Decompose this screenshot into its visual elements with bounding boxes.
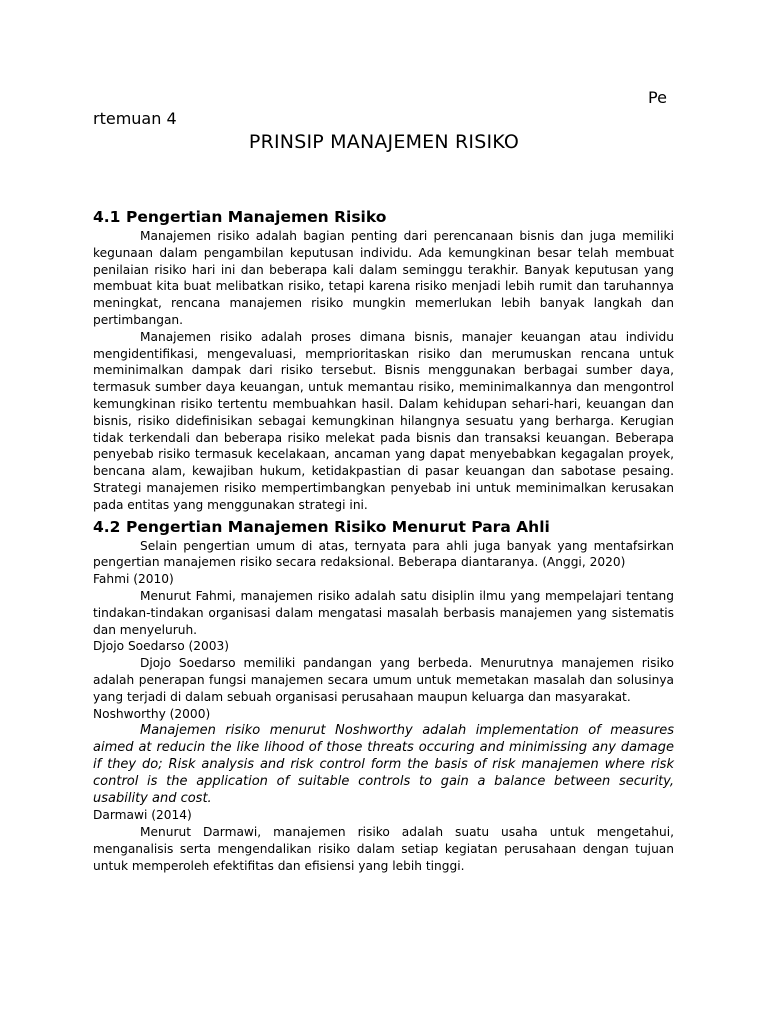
section-number: 4.2 xyxy=(93,517,121,536)
expert-text-italic: Manajemen risiko menurut Noshworthy adalah implementation of measures aimed at reducin the like lihood of those threats occuring and minimissing any damage if they do; Risk analysis and risk control form the basis of risk manajemen where risk control is the application of suitable controls to gain a balance between security, usability and cost. xyxy=(93,723,674,807)
header-fragment-pe: Pe xyxy=(648,88,667,107)
paragraph: Manajemen risiko adalah bagian penting dari perencanaan bisnis dan juga memiliki kegunaan dalam pengambilan keputusan individu. Ada kemungkinan besar telah membuat penilaian risiko hari ini dan beberapa kali dalam seminggu terakhir. Banyak keputusan yang membuat kita buat melibatkan risiko, tetapi karena risiko menjadi lebih rumit dan taruhannya meningkat, rencana manajemen risiko mungkin memerlukan lebih banyak langkah dan pertimbangan. xyxy=(93,229,674,327)
expert-source: Noshworthy (2000) xyxy=(93,706,211,721)
section-heading-4-2 xyxy=(93,516,674,538)
expert-source: Fahmi (2010) xyxy=(93,572,174,587)
expert-text: Menurut Fahmi, manajemen risiko adalah satu disiplin ilmu yang mempelajari tentang tindakan-tindakan organisasi dalam mengatasi masalah berbasis manajemen yang sistematis dan menyeluruh. xyxy=(93,588,674,637)
section-number: 4.1 xyxy=(93,208,121,226)
meeting-label: rtemuan 4 xyxy=(93,109,177,128)
expert-text: Djojo Soedarso memiliki pandangan yang berbeda. Menurutnya manajemen risiko adalah penerapan fungsi manajemen secara umum untuk memetakan masalah dan solusinya yang terjadi di dalam sebuah organisasi perusahaan maupun keluarga dan masyarakat. xyxy=(93,656,674,704)
expert-source: Darmawi (2014) xyxy=(93,808,192,823)
paragraph: Selain pengertian umum di atas, ternyata para ahli juga banyak yang mentafsirkan pengertian manajemen risiko secara redaksional. Beberapa diantaranya. (Anggi, 2020) xyxy=(93,538,674,570)
page-title: PRINSIP MANAJEMEN RISIKO xyxy=(248,131,520,153)
expert-text: Menurut Darmawi, manajemen risiko adalah suatu usaha untuk mengetahui, menganalisis serta mengendalikan risiko dalam setiap kegiatan perusahaan dengan tujuan untuk memperoleh efektifitas dan efisiensi yang lebih tinggi. xyxy=(93,825,674,873)
section-title: Pengertian Manajemen Risiko Menurut Para Ahli xyxy=(126,517,550,536)
section-heading-4-1 xyxy=(93,206,674,228)
document-body xyxy=(93,206,674,875)
expert-source: Djojo Soedarso (2003) xyxy=(93,639,230,654)
section-title: Pengertian Manajemen Risiko xyxy=(126,208,387,226)
paragraph: Manajemen risiko adalah proses dimana bisnis, manajer keuangan atau individu mengidentifikasi, mengevaluasi, memprioritaskan risiko dan merumuskan rencana untuk meminimalkan dampak dari risiko tersebut. Bisnis menggunakan berbagai sumber daya, termasuk sumber daya keuangan, untuk memantau risiko, meminimalkannya dan mengontrol kemungkinan risiko tertentu membuahkan hasil. Dalam kehidupan sehari-hari, keuangan dan bisnis, risiko didefinisikan sebagai kemungkinan hilangnya sesuatu yang berharga. Kerugian tidak terkendali dan beberapa risiko melekat pada bisnis dan transaksi keuangan. Beberapa penyebab risiko termasuk kecelakaan, ancaman yang dapat menyebabkan kegagalan proyek, bencana alam, kewajiban hukum, ketidakpastian di pasar keuangan dan sabotase pesaing. Strategi manajemen risiko mempertimbangkan penyebab ini untuk meminimalkan kerusakan pada entitas yang menggunakan strategi ini. xyxy=(93,329,674,512)
